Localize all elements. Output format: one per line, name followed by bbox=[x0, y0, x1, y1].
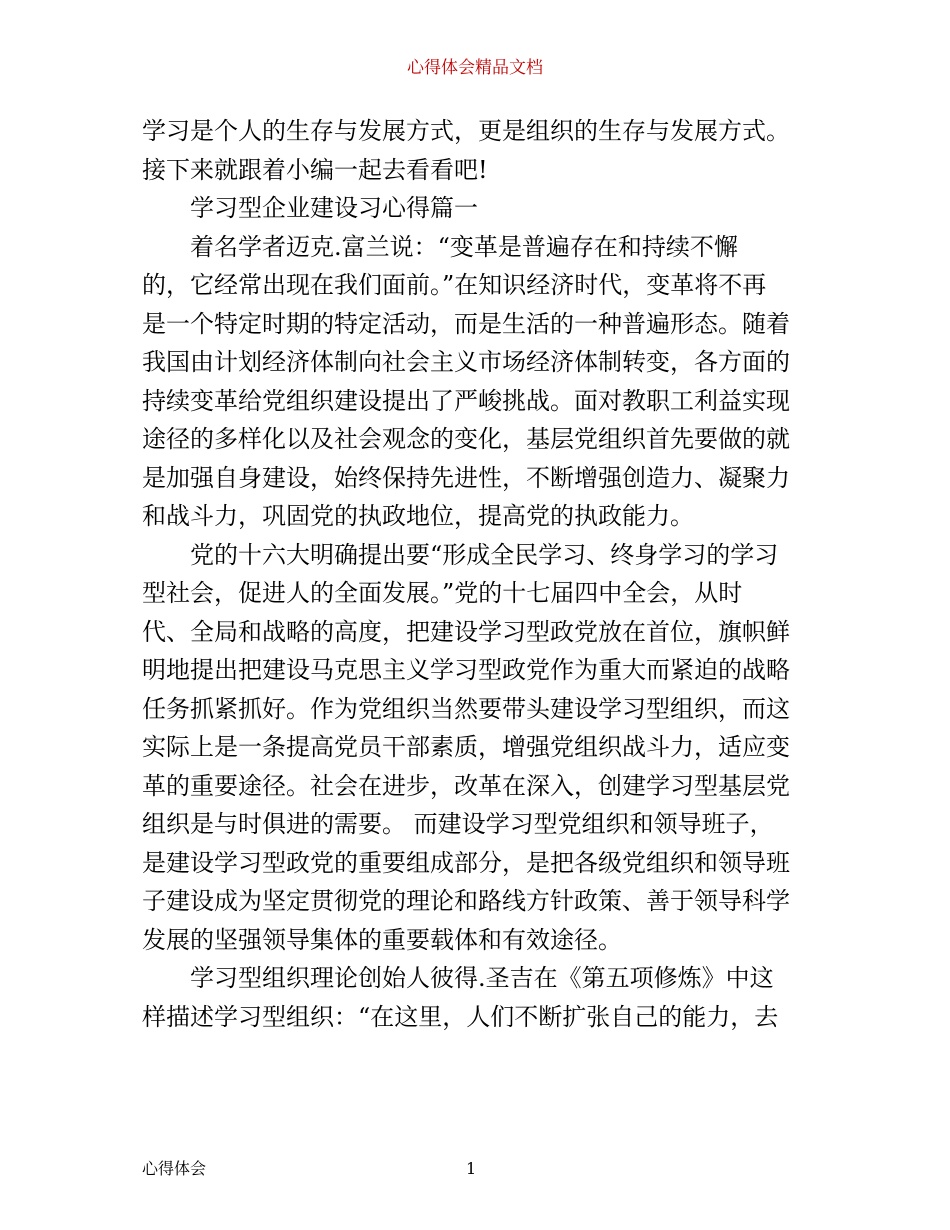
text-line: 型社会，促进人的全面发展。”党的十七届四中全会，从时 bbox=[142, 579, 743, 607]
text-line: 途径的多样化以及社会观念的变化，基层党组织首先要做的就 bbox=[142, 425, 790, 453]
document-body bbox=[142, 112, 810, 1036]
text-line: 我国由计划经济体制向社会主义市场经济体制转变，各方面的 bbox=[142, 348, 790, 376]
page-header-title: 心得体会精品文档 bbox=[407, 58, 543, 78]
text-line: 发展的坚强领导集体的重要载体和有效途径。 bbox=[142, 925, 622, 954]
text-line: 学习型企业建设习心得篇一 bbox=[190, 194, 478, 222]
text-line: 是一个特定时期的特定活动，而是生活的一种普遍形态。随着 bbox=[142, 309, 790, 338]
text-line: 着名学者迈克.富兰说：“变革是普遍存在和持续不懈 bbox=[190, 232, 738, 261]
text-line: 任务抓紧抓好。作为党组织当然要带头建设学习型组织，而这 bbox=[142, 694, 790, 723]
text-line: 革的重要途径。社会在进步，改革在深入，创建学习型基层党 bbox=[142, 771, 790, 800]
text-line: 持续变革给党组织建设提出了严峻挑战。面对教职工利益实现 bbox=[142, 386, 790, 415]
text-line: 接下来就跟着小编一起去看看吧! bbox=[142, 155, 488, 184]
page-number: 1 bbox=[466, 1159, 477, 1178]
text-line: 是加强自身建设，始终保持先进性，不断增强创造力、凝聚力 bbox=[142, 463, 790, 492]
text-line: 代、全局和战略的高度，把建设学习型政党放在首位，旗帜鲜 bbox=[142, 617, 790, 646]
text-line: 组织是与时俱进的需要。 而建设学习型党组织和领导班子， bbox=[142, 810, 774, 838]
text-line: 样描述学习型组织：“在这里，人们不断扩张自己的能力，去 bbox=[142, 1002, 779, 1031]
text-line: 是建设学习型政党的重要组成部分，是把各级党组织和领导班 bbox=[142, 848, 790, 877]
text-line: 和战斗力，巩固党的执政地位，提高党的执政能力。 bbox=[142, 502, 694, 530]
text-line: 党的十六大明确提出要“形成全民学习、终身学习的学习 bbox=[190, 540, 779, 569]
page-footer-label: 心得体会 bbox=[142, 1159, 207, 1178]
text-line: 学习型组织理论创始人彼得.圣吉在《第五项修炼》中这 bbox=[190, 964, 774, 992]
text-line: 学习是个人的生存与发展方式，更是组织的生存与发展方式。 bbox=[142, 117, 790, 145]
text-line: 子建设成为坚定贯彻党的理论和路线方针政策、善于领导科学 bbox=[142, 887, 790, 915]
text-line: 的，它经常出现在我们面前。”在知识经济时代，变革将不再 bbox=[142, 271, 767, 299]
text-line: 明地提出把建设马克思主义学习型政党作为重大而紧迫的战略 bbox=[142, 656, 790, 684]
text-line: 实际上是一条提高党员干部素质，增强党组织战斗力，适应变 bbox=[142, 733, 790, 761]
